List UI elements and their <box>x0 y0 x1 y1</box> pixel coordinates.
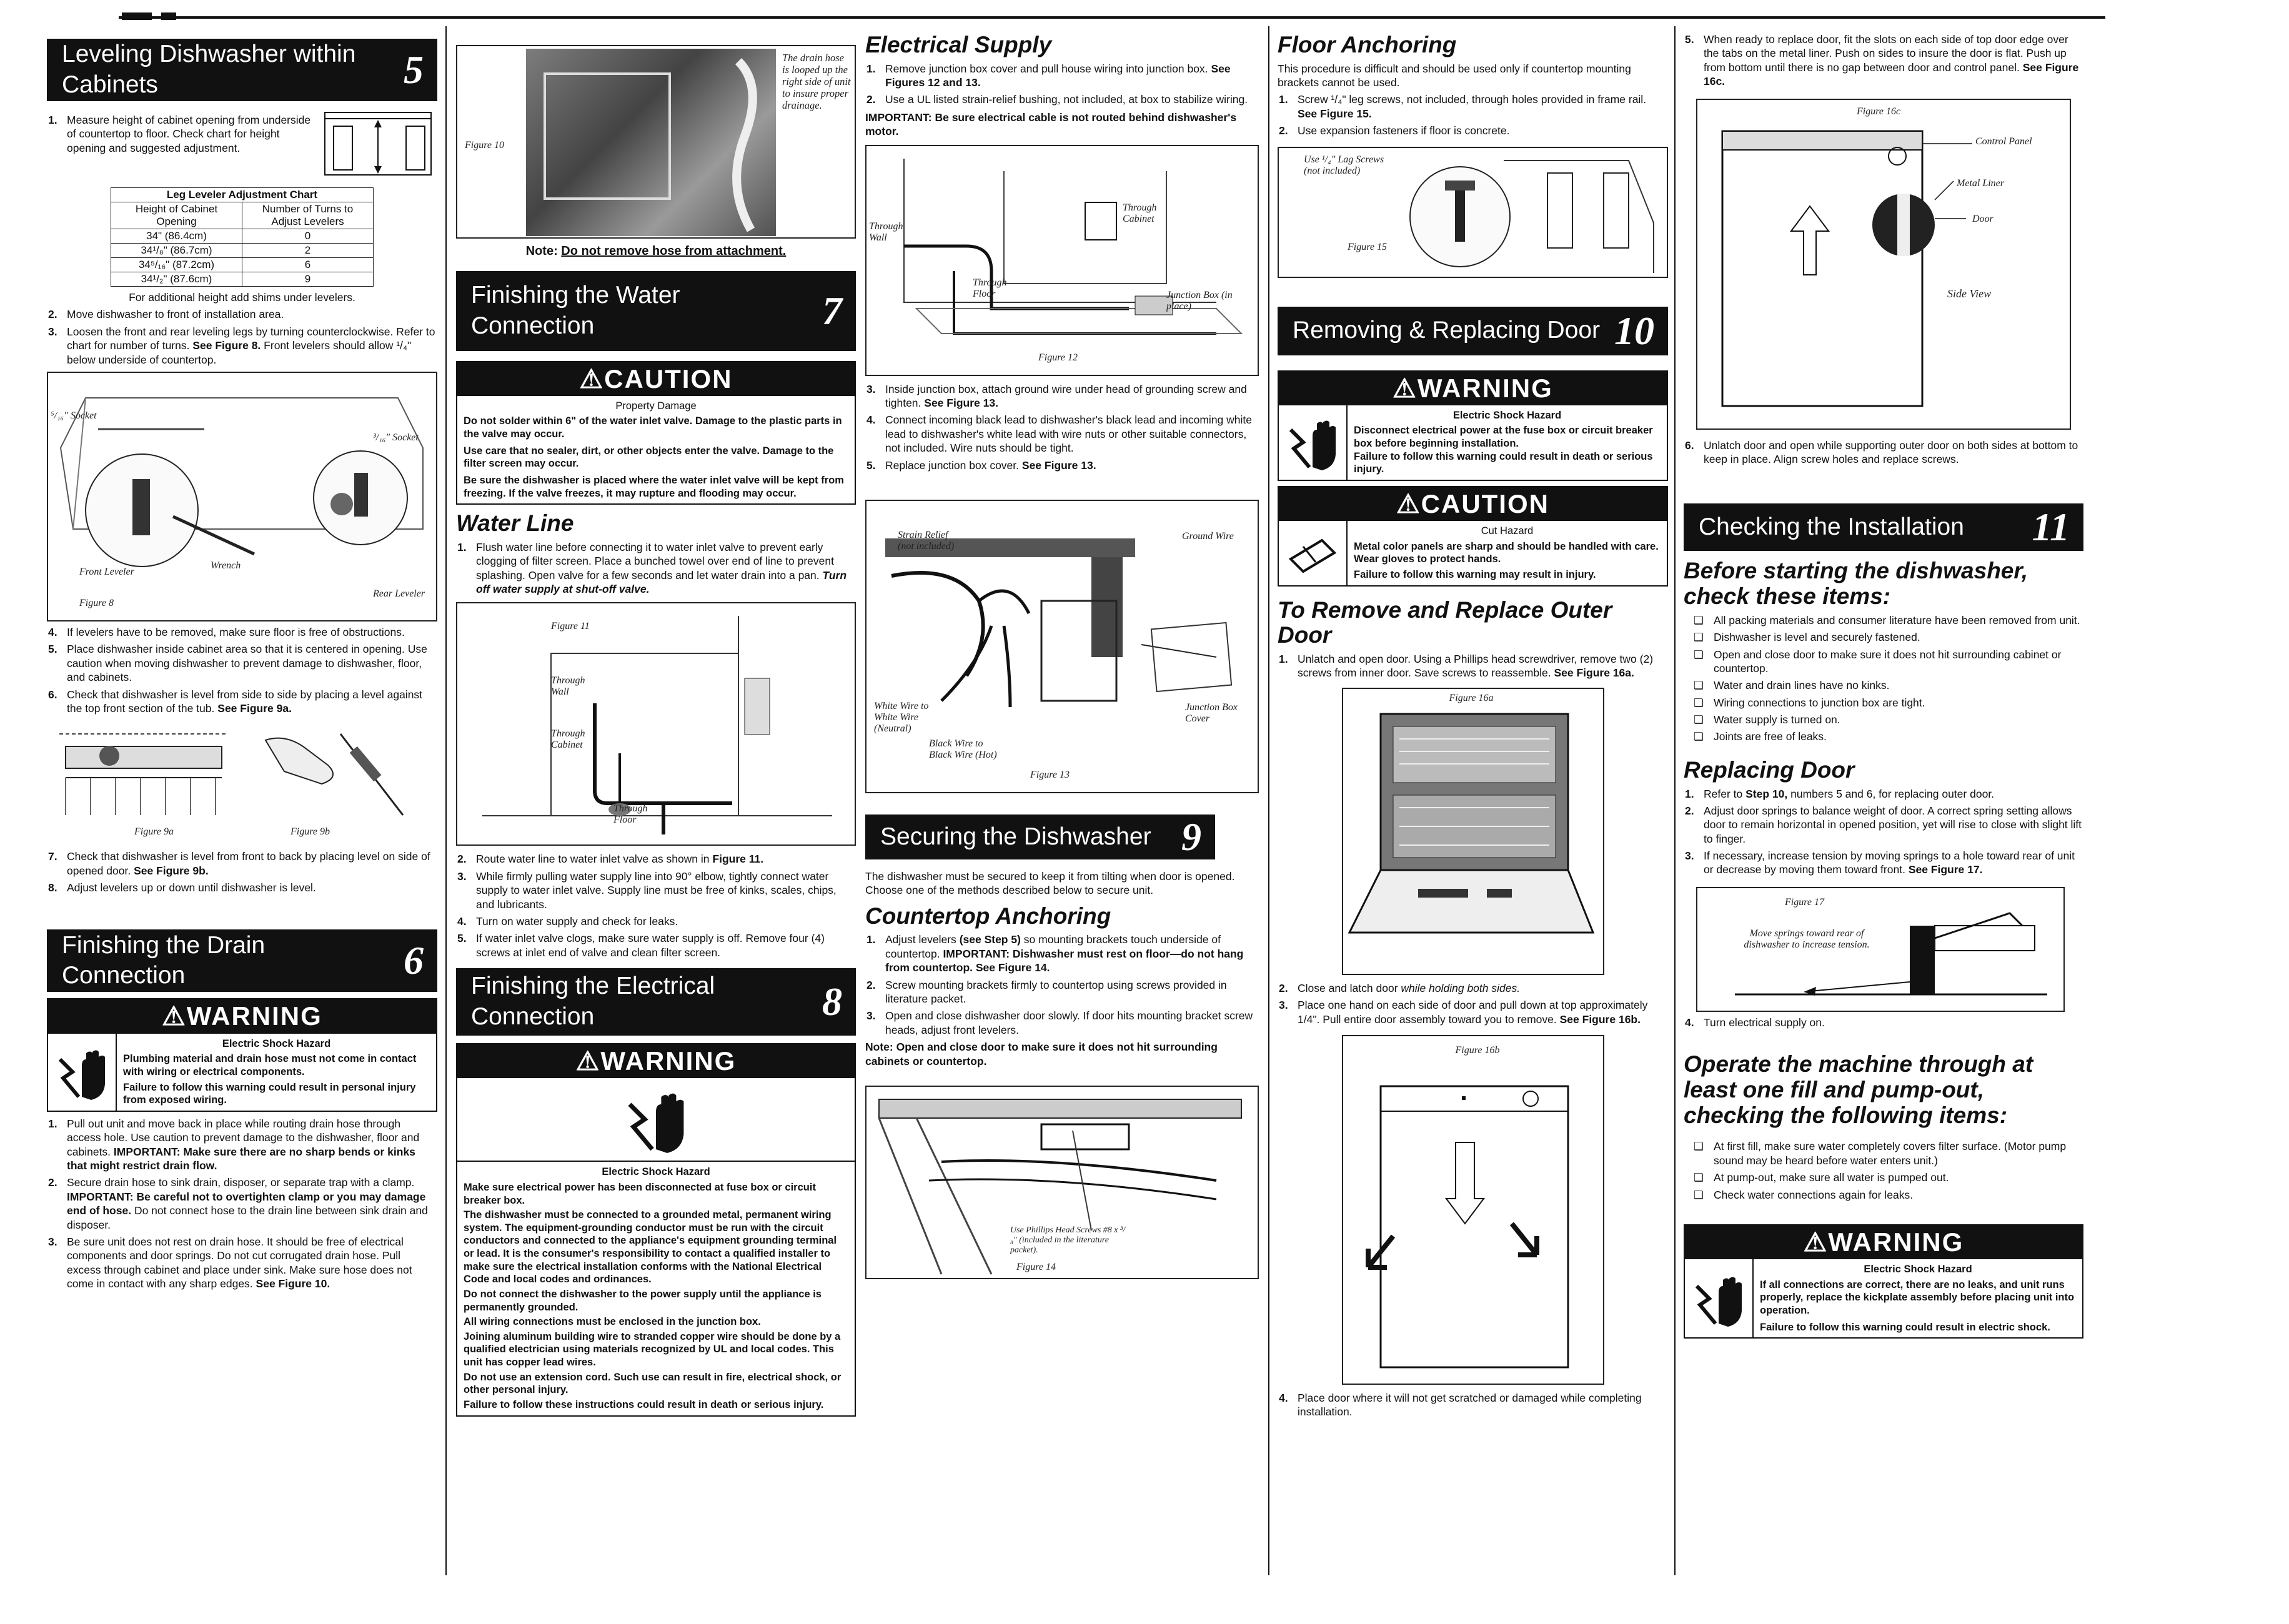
caution-line: Be sure the dishwasher is placed where the water inlet valve will be kept from freezing. If the valve freezes, it may rupture and flooding may occur. <box>464 474 844 499</box>
caption: Use ¹/₄" Lag Screws (not included) <box>1304 154 1384 176</box>
checklist-item: ❑ Joints are free of leaks. <box>1694 730 1827 743</box>
warning-banner: ⚠WARNING <box>1279 372 1667 405</box>
section-header-7 <box>456 271 856 351</box>
warning-line: Do not connect the dishwasher to the power supply until the appliance is permanently grounded. <box>464 1288 822 1313</box>
figure-14 <box>865 1086 1259 1279</box>
col-divider <box>445 26 447 1575</box>
intro-paragraph: The dishwasher must be secured to keep it from tilting when door is opened. Choose one of the methods described below to secure unit. <box>865 869 1235 897</box>
remove-door-illustration <box>1343 1061 1603 1380</box>
checklist-item: ❑ Open and close door to make sure it does not hit surrounding cabinet or countertop. <box>1694 648 2062 675</box>
section-number: 5 <box>404 47 424 92</box>
caption: Door <box>1972 213 1994 224</box>
figure-label: Figure 16b <box>1455 1044 1500 1056</box>
note: Note: Open and close door to make sure it does not hit surrounding cabinets or countertop. <box>865 1041 1218 1067</box>
warning-box-8 <box>456 1043 856 1416</box>
figure-16b <box>1342 1035 1604 1385</box>
checkbox-icon: ❑ <box>1694 1188 1704 1201</box>
warning-box-6 <box>47 998 437 1111</box>
subheading: Water Line <box>456 510 574 537</box>
caution-title: Cut Hazard <box>1481 525 1534 537</box>
caution-banner: ⚠CAUTION <box>1279 487 1667 521</box>
list-item: 1. Unlatch and open door. Using a Phillips head screwdriver, remove two (2) screws from inner door. Save screws to reassemble. See Figure 16a. <box>1279 653 1654 680</box>
figure-9a-illustration <box>47 721 234 821</box>
caption: Metal Liner <box>1957 177 2004 189</box>
caution-title: Property Damage <box>615 400 697 412</box>
paragraph: This procedure is difficult and should be used only if countertop mounting brackets cannot be used. <box>1278 62 1631 89</box>
caption: Through Wall <box>551 675 585 698</box>
list-item: 3. Open and close dishwasher door slowly. If door hits mounting bracket screw heads, adjust front levelers. <box>866 1009 1253 1036</box>
section-header-6 <box>47 929 437 992</box>
list-item: 1. Measure height of cabinet opening from underside of countertop to floor. Check chart for height opening and suggested adjustment. <box>48 114 311 154</box>
list-item: 2. Secure drain hose to sink drain, disposer, or separate trap with a clamp. IMPORTANT: Be careful not to overtighten clamp or you may damage end of hose. Do not connect hose to the drain line between sink drain and disposer. <box>48 1176 428 1231</box>
section-number: 8 <box>822 979 842 1024</box>
list-item: 1. Adjust levelers (see Step 5) so mounting brackets touch underside of countertop. IMPORTANT: Dishwasher must rest on floor—do not hang from countertop. See Figure 14. <box>866 933 1244 974</box>
warning-line: The dishwasher must be connected to a grounded metal, permanent wiring system. The equipment-grounding conductor must be run with the circuit conductors and connected to the appliance's equipment grounding terminal or lead. It is the consumer's responsibility to contact a qualified installer to make sure the electrical installation conforms with the National Electrical Code and local codes and ordinances. <box>464 1209 837 1285</box>
warning-line: All wiring connections must be enclosed in the junction box. <box>464 1316 761 1328</box>
caption: Through Floor <box>973 277 1007 299</box>
note: Note: Do not remove hose from attachment. <box>525 244 787 258</box>
figure-12 <box>865 145 1259 376</box>
list-item: 2. Use expansion fasteners if floor is concrete. <box>1279 124 1510 137</box>
list-item: 3. While firmly pulling water supply line into 90° elbow, tightly connect water supply to water inlet valve. Supply line must be free of kinks, scales, chips, and lubricants. <box>457 869 837 911</box>
list-item: 4. Connect incoming black lead to dishwasher's black lead and incoming white lead to dishwasher's white lead with wire nuts or other suitable connectors, not included. Wire nuts should be tight. <box>866 413 1253 455</box>
figure-label: Figure 17 <box>1785 896 1824 908</box>
chart-title: Leg Leveler Adjustment Chart <box>111 188 374 202</box>
section-header-5 <box>47 39 437 101</box>
list-item: 3. Place one hand on each side of door and pull down at top approximately 1/4". Pull entire door assembly toward you to remove. See Figure 16b. <box>1279 999 1648 1026</box>
warning-line: Do not use an extension cord. Such use can result in fire, electrical shock, or other personal injury. <box>464 1371 842 1396</box>
shock-hand-icon <box>48 1034 117 1111</box>
subheading: Floor Anchoring <box>1278 32 1457 57</box>
section-title: Finishing the Drain Connection <box>62 931 266 989</box>
checklist-item: ❑ Wiring connections to junction box are tight. <box>1694 696 1925 709</box>
caption: Black Wire to Black Wire (Hot) <box>929 738 997 760</box>
list-item: 7. Check that dishwasher is level from front to back by placing level on side of opened door. See Figure 9b. <box>48 850 430 877</box>
warning-title: Electric Shock Hazard <box>1864 1264 1972 1275</box>
list-item: 2. Use a UL listed strain-relief bushing, not included, at box to stabilize wiring. <box>866 93 1248 106</box>
figure-13 <box>865 500 1259 793</box>
section-title: Removing & Replacing Door <box>1293 317 1601 344</box>
caption: Front Leveler <box>79 566 134 577</box>
shock-hand-icon <box>457 1078 855 1161</box>
list-item: 5. When ready to replace door, fit the slots on each side of top door edge over the tabs on the metal liner. Push on sides to insure the door is flat. Push up from bottom until there is no gap between door and control panel. See Figure 16c. <box>1685 33 2079 88</box>
warning-title: Electric Shock Hazard <box>1452 409 1562 421</box>
warning-banner: ⚠WARNING <box>457 1044 855 1078</box>
figure-17 <box>1696 887 2065 1012</box>
leg-leveler-chart <box>111 187 374 287</box>
cut-hazard-icon <box>1279 521 1348 585</box>
caption: Wrench <box>211 560 241 571</box>
top-mark-2 <box>161 12 176 20</box>
caution-line: Use care that no sealer, dirt, or other objects enter the valve. Damage to the filter screen may occur. <box>464 445 834 470</box>
section-title: Leveling Dishwasher within Cabinets <box>62 41 356 98</box>
subheading: Operate the machine through at least one fill and pump-out, checking the following items: <box>1684 1051 2033 1128</box>
figure-11 <box>456 602 856 846</box>
list-item: 3. If necessary, increase tension by moving springs to a hole toward rear of unit or decrease by moving them toward front. See Figure 17. <box>1685 849 2075 876</box>
warning-line: Failure to follow these instructions could result in death or serious injury. <box>464 1399 824 1410</box>
caption: Through Floor <box>613 803 648 826</box>
table-row: 34¹/₈" (86.7cm) 2 <box>111 244 374 258</box>
warning-title: Electric Shock Hazard <box>222 1037 331 1049</box>
figure-label: Figure 10 <box>465 140 504 151</box>
checkbox-icon: ❑ <box>1694 696 1704 709</box>
checklist-item: ❑ Check water connections again for leaks. <box>1694 1188 1914 1201</box>
list-item: 2. Close and latch door while holding both sides. <box>1279 981 1521 994</box>
figure-label: Figure 14 <box>1016 1261 1056 1272</box>
side-view-illustration <box>1697 119 2070 425</box>
caution-line: Do not solder within 6" of the water inlet valve. Damage to the plastic parts in the valve may occur. <box>464 415 842 440</box>
warning-line: If all connections are correct, there are no leaks, and unit runs properly, replace the kickplate assembly before placing unit into operation. <box>1760 1279 2075 1316</box>
caution-line: Failure to follow this warning may result in injury. <box>1354 569 1596 581</box>
column-1 <box>47 24 437 1294</box>
list-item: 3. Inside junction box, attach ground wire under head of grounding screw and tighten. See Figure 13. <box>866 382 1247 410</box>
subheading: To Remove and Replace Outer Door <box>1278 597 1612 648</box>
warning-title: Electric Shock Hazard <box>602 1166 710 1178</box>
list-item: 5. If water inlet valve clogs, make sure water supply is off. Remove four (4) screws at inlet end of valve and clean filter screen. <box>457 932 825 959</box>
subheading: Replacing Door <box>1684 756 1855 783</box>
section-number: 7 <box>822 288 842 333</box>
section-number: 11 <box>2032 505 2070 550</box>
section-title: Checking the Installation <box>1699 513 1964 540</box>
figure-label: Figure 15 <box>1348 241 1387 252</box>
section-header-9 <box>865 814 1215 859</box>
checkbox-icon: ❑ <box>1694 1171 1704 1184</box>
subheading: Electrical Supply <box>865 32 1052 57</box>
caution-line: Metal color panels are sharp and should be handled with care. Wear gloves to protect hands. <box>1354 540 1659 565</box>
list-item: 3. Be sure unit does not rest on drain hose. It should be free of electrical components and door springs. Do not cut corrugated drain hose. Pull excess through cabinet and place under sink. Make sure hose does not come in contact with any sharp edges. See Figure 10. <box>48 1235 412 1290</box>
section-header-10 <box>1278 307 1668 355</box>
section-number: 10 <box>1614 308 1654 353</box>
caption: Strain Relief (not included) <box>898 529 955 552</box>
list-item: 2. Move dishwasher to front of installation area. <box>48 308 284 321</box>
list-item: 6. Check that dishwasher is level from side to side by placing a level against the top front section of the tub. See Figure 9a. <box>48 688 423 715</box>
hose-overlay <box>526 49 776 236</box>
section-header-8 <box>456 968 856 1036</box>
list-item: 2. Screw mounting brackets firmly to countertop using screws provided in literature packet. <box>866 978 1227 1006</box>
warning-line: Failure to follow this warning could result in death or serious injury. <box>1354 450 1653 475</box>
col-header: Height of Cabinet Opening <box>111 202 242 229</box>
list-item: 4. Turn electrical supply on. <box>1685 1016 1825 1029</box>
warning-line: Failure to follow this warning could result in personal injury from exposed wiring. <box>123 1081 416 1106</box>
caption: Junction Box Cover <box>1185 701 1238 724</box>
list-item: 1. Remove junction box cover and pull house wiring into junction box. See Figures 12 and 13. <box>866 62 1231 89</box>
list-item: 2. Route water line to water inlet valve as shown in Figure 11. <box>457 853 764 866</box>
figure-label: Figure 11 <box>551 621 590 632</box>
checklist-item: ❑ At pump-out, make sure all water is pumped out. <box>1694 1171 1949 1184</box>
warning-box-11 <box>1684 1224 2083 1339</box>
caution-banner: ⚠CAUTION <box>457 362 855 396</box>
figure-9 <box>47 721 437 846</box>
table-row: 34¹/₂" (87.6cm) 9 <box>111 272 374 287</box>
caption: Use Phillips Head Screws #8 x ³/₈" (included in the literature packet). <box>1010 1225 1126 1255</box>
list-item: 4. If levelers have to be removed, make sure floor is free of obstructions. <box>48 625 405 638</box>
checklist-item: ❑ All packing materials and consumer literature have been removed from unit. <box>1694 613 2080 626</box>
door-spring-illustration <box>1697 888 2063 1011</box>
caption: Side View <box>1947 287 1992 300</box>
open-door-illustration <box>1343 708 1603 970</box>
figure-label: Figure 9b <box>290 826 330 838</box>
caption: The drain hose is looped up the right side of unit to insure proper drainage. <box>782 52 851 111</box>
checklist-before <box>1684 613 2083 744</box>
warning-line: Plumbing material and drain hose must not come in contact with wiring or electrical components. <box>123 1053 417 1077</box>
section-title: Finishing the Water Connection <box>471 281 680 339</box>
top-mark-1 <box>122 12 152 20</box>
figure-16a <box>1342 688 1604 975</box>
checklist-item: ❑ Dishwasher is level and securely fastened. <box>1694 631 1920 644</box>
list-item: 5. Replace junction box cover. See Figure 13. <box>866 458 1096 472</box>
column-2 <box>456 24 856 1417</box>
figure-label: Figure 16c <box>1857 106 1901 117</box>
list-item: 4. Turn on water supply and check for leaks. <box>457 914 678 928</box>
list-item: 6. Unlatch door and open while supporting outer door on both sides at bottom to keep in place. Align screw holes and replace screws. <box>1685 438 2078 465</box>
figure-label: Figure 13 <box>1030 769 1070 780</box>
figure-8 <box>47 372 437 621</box>
figure-15 <box>1278 147 1668 278</box>
figure-label: Figure 9a <box>134 826 174 838</box>
list-item: 8. Adjust levelers up or down until dishwasher is level. <box>48 881 316 894</box>
list-item: 1. Refer to Step 10, numbers 5 and 6, for replacing outer door. <box>1685 787 1995 800</box>
list-item: 4. Place door where it will not get scratched or damaged while completing installation. <box>1279 1391 1642 1419</box>
figure-16c <box>1696 99 2071 430</box>
caption: Through Cabinet <box>551 728 585 751</box>
col-divider <box>1674 26 1676 1575</box>
shock-hand-icon <box>1685 1259 1754 1337</box>
caption: White Wire to White Wire (Neutral) <box>874 700 929 734</box>
shock-hand-icon <box>1279 405 1348 480</box>
caption: ⁵/₁₆" Socket <box>51 410 97 421</box>
subheading: Before starting the dishwasher, check these items: <box>1684 558 2028 610</box>
warning-line: Make sure electrical power has been disconnected at fuse box or circuit breaker box. <box>464 1181 816 1206</box>
leveler-illustration <box>48 373 436 620</box>
figure-label: Figure 8 <box>79 597 114 608</box>
checklist-item: ❑ Water and drain lines have no kinks. <box>1694 679 1890 692</box>
caption: Rear Leveler <box>373 588 425 599</box>
list-item: 1. Flush water line before connecting it to water inlet valve to prevent early clogging of filter screen. Place a bunched towel over end of line to prevent splashing. Open valve for a few seconds and let water drain into a pan. Turn off water supply at shut-off valve. <box>457 540 847 596</box>
caution-box-7 <box>456 361 856 505</box>
step-1-block <box>47 110 437 179</box>
caption: Control Panel <box>1975 136 2032 147</box>
warning-banner: ⚠WARNING <box>48 999 436 1033</box>
column-4 <box>1278 24 1668 1422</box>
caption: Ground Wire <box>1182 530 1234 542</box>
section-number: 9 <box>1181 814 1201 859</box>
col-header: Number of Turns to Adjust Levelers <box>242 202 374 229</box>
section-title: Securing the Dishwasher <box>880 823 1151 850</box>
cabinet-diagram <box>312 110 437 179</box>
checkbox-icon: ❑ <box>1694 679 1704 692</box>
checkbox-icon: ❑ <box>1694 730 1704 743</box>
checkbox-icon: ❑ <box>1694 648 1704 661</box>
top-rule <box>119 16 2105 19</box>
subheading: Countertop Anchoring <box>865 903 1111 929</box>
warning-box-10 <box>1278 370 1668 481</box>
col-divider <box>1268 26 1269 1575</box>
list-item: 3. Loosen the front and rear leveling legs by turning counterclockwise. Refer to chart for number of turns. See Figure 8. Front levelers should allow ¹/₄" below underside of countertop. <box>48 325 435 366</box>
caution-box-10 <box>1278 486 1668 587</box>
caption: ³/₁₆" Socket <box>373 432 419 443</box>
checkbox-icon: ❑ <box>1694 713 1704 726</box>
important-note: IMPORTANT: Be sure electrical cable is not routed behind dishwasher's motor. <box>865 111 1237 138</box>
caption: Junction Box (in place) <box>1166 289 1233 312</box>
list-item: 5. Place dishwasher inside cabinet area so that it is centered in opening. Use caution when moving dishwasher to prevent damage to dishwasher, floor, and cabinets. <box>48 643 427 684</box>
wiring-route-illustration <box>866 146 1258 375</box>
caption: Move springs toward rear of dishwasher to increase tension. <box>1744 928 1870 950</box>
figure-label: Figure 16a <box>1449 692 1494 703</box>
checkbox-icon: ❑ <box>1694 631 1704 644</box>
figure-label: Figure 12 <box>1038 352 1078 363</box>
table-row: 34⁵/₁₆" (87.2cm) 6 <box>111 258 374 272</box>
section-title: Finishing the Electrical Connection <box>471 973 715 1031</box>
figure-10 <box>456 45 856 239</box>
checkbox-icon: ❑ <box>1694 613 1704 626</box>
chart-note: For additional height add shims under levelers. <box>129 291 355 304</box>
section-number: 6 <box>404 938 424 983</box>
checklist-operate <box>1684 1139 2083 1202</box>
table-row: 34" (86.4cm) 0 <box>111 229 374 244</box>
warning-line: Joining aluminum building wire to stranded copper wire should be done by a qualified electrician using materials recognized by UL and local codes. This unit has copper lead wires. <box>464 1330 841 1369</box>
checkbox-icon: ❑ <box>1694 1140 1704 1153</box>
list-item: 1. Screw ¹/₄" leg screws, not included, through holes provided in frame rail. See Figure 15. <box>1279 93 1647 120</box>
figure-9b-illustration <box>247 721 409 821</box>
list-item: 1. Pull out unit and move back in place while routing drain hose through access hole. Use caution to prevent damage to the dishwasher, floor and cabinets. IMPORTANT: Make sure there are no sharp bends or kinks that might restrict drain flow. <box>48 1117 420 1172</box>
checklist-item: ❑ At first fill, make sure water completely covers filter surface. (Motor pump sound may be heard before water enters unit.) <box>1694 1140 2067 1167</box>
checklist-item: ❑ Water supply is turned on. <box>1694 713 1840 726</box>
warning-banner: ⚠WARNING <box>1685 1225 2082 1259</box>
column-3 <box>865 24 1259 1279</box>
warning-line: Failure to follow this warning could result in electric shock. <box>1760 1321 2050 1333</box>
list-item: 2. Adjust door springs to balance weight of door. A correct spring setting allows door to remain horizontal in opened position, yet will rise to close with slight lift to finger. <box>1685 804 2082 845</box>
caption: Through Cabinet <box>1123 202 1157 224</box>
column-5 <box>1684 24 2083 1339</box>
section-header-11 <box>1684 503 2083 551</box>
warning-line: Disconnect electrical power at the fuse box or circuit breaker box before beginning installation. <box>1354 425 1653 450</box>
caption: Through Wall <box>869 220 903 243</box>
